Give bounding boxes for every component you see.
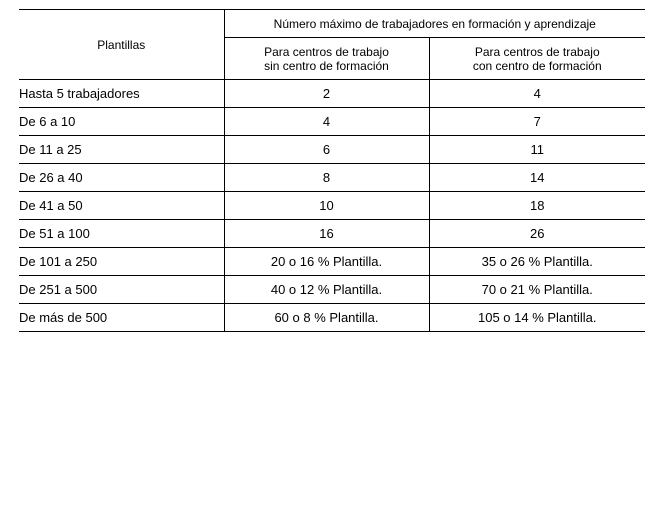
cell-sin-centro: 8 bbox=[224, 164, 429, 192]
table-row bbox=[19, 276, 645, 304]
header-sin-centro bbox=[224, 38, 429, 80]
row-label: De 6 a 10 bbox=[19, 108, 224, 136]
apprentices-table bbox=[19, 9, 645, 332]
row-label: De 26 a 40 bbox=[19, 164, 224, 192]
table-row bbox=[19, 304, 645, 332]
cell-con-centro: 35 o 26 % Plantilla. bbox=[429, 248, 645, 276]
header-row-1 bbox=[19, 10, 645, 38]
cell-sin-centro: 6 bbox=[224, 136, 429, 164]
row-label: De 51 a 100 bbox=[19, 220, 224, 248]
row-label: De 41 a 50 bbox=[19, 192, 224, 220]
header-group-title: Número máximo de trabajadores en formación y aprendizaje bbox=[224, 10, 645, 38]
table-row bbox=[19, 108, 645, 136]
header-con-centro bbox=[429, 38, 645, 80]
cell-con-centro: 26 bbox=[429, 220, 645, 248]
table-row bbox=[19, 136, 645, 164]
cell-sin-centro: 40 o 12 % Plantilla. bbox=[224, 276, 429, 304]
cell-sin-centro: 16 bbox=[224, 220, 429, 248]
cell-con-centro: 18 bbox=[429, 192, 645, 220]
header-sin-line-1: Para centros de trabajo bbox=[264, 44, 389, 59]
row-label: De 11 a 25 bbox=[19, 136, 224, 164]
header-con-line-2: con centro de formación bbox=[472, 58, 602, 73]
table-row bbox=[19, 248, 645, 276]
table-row bbox=[19, 80, 645, 108]
cell-con-centro: 105 o 14 % Plantilla. bbox=[429, 304, 645, 332]
table-body bbox=[19, 80, 645, 332]
table-header bbox=[19, 10, 645, 80]
cell-sin-centro: 4 bbox=[224, 108, 429, 136]
header-sin-line-2: sin centro de formación bbox=[264, 58, 389, 73]
table-row bbox=[19, 220, 645, 248]
cell-sin-centro: 20 o 16 % Plantilla. bbox=[224, 248, 429, 276]
row-label: De 101 a 250 bbox=[19, 248, 224, 276]
cell-con-centro: 7 bbox=[429, 108, 645, 136]
cell-con-centro: 70 o 21 % Plantilla. bbox=[429, 276, 645, 304]
header-plantillas: Plantillas bbox=[19, 10, 224, 80]
row-label: De más de 500 bbox=[19, 304, 224, 332]
row-label: Hasta 5 trabajadores bbox=[19, 80, 224, 108]
row-label: De 251 a 500 bbox=[19, 276, 224, 304]
table-row bbox=[19, 164, 645, 192]
cell-sin-centro: 10 bbox=[224, 192, 429, 220]
cell-con-centro: 11 bbox=[429, 136, 645, 164]
cell-sin-centro: 60 o 8 % Plantilla. bbox=[224, 304, 429, 332]
cell-sin-centro: 2 bbox=[224, 80, 429, 108]
cell-con-centro: 4 bbox=[429, 80, 645, 108]
header-con-line-1: Para centros de trabajo bbox=[474, 44, 600, 59]
cell-con-centro: 14 bbox=[429, 164, 645, 192]
table-row bbox=[19, 192, 645, 220]
